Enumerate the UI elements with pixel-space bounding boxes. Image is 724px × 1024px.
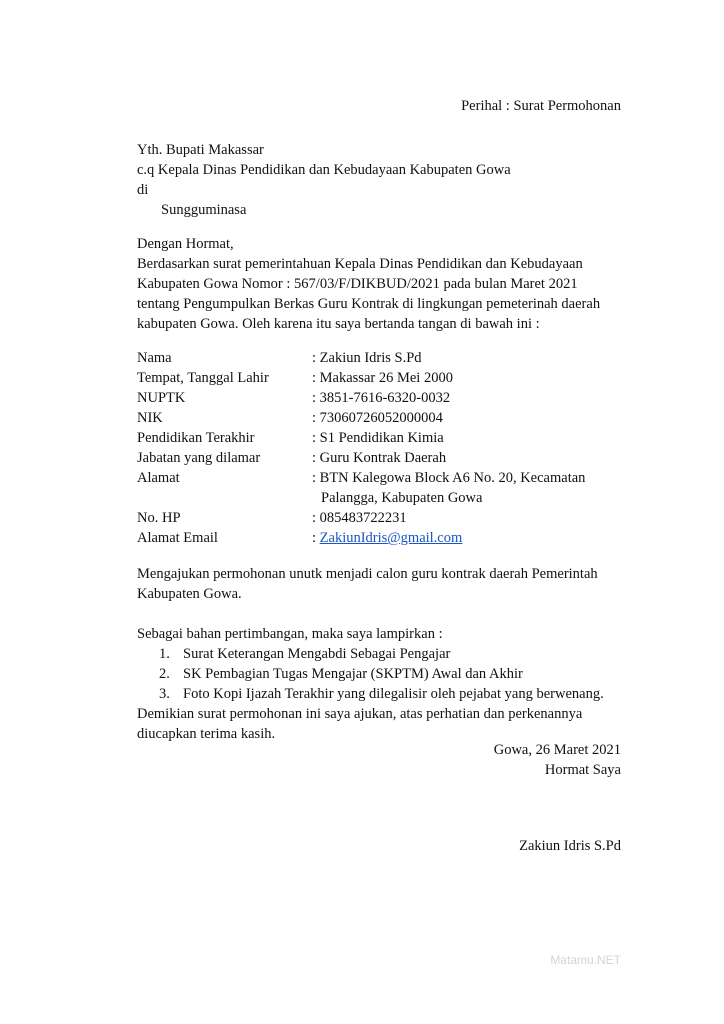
identity-value: : 085483722231 (312, 510, 407, 526)
identity-value: : BTN Kalegowa Block A6 No. 20, Kecamatan (312, 470, 586, 486)
identity-value (312, 528, 462, 548)
identity-value: : Zakiun Idris S.Pd (312, 350, 422, 366)
list-item-text: SK Pembagian Tugas Mengajar (SKPTM) Awal dan Akhir (183, 666, 523, 682)
identity-label: NUPTK (137, 390, 186, 406)
opening-line-1: Berdasarkan surat pemerintahuan Kepala Dinas Pendidikan dan Kebudayaan (137, 256, 583, 272)
signature-date: Gowa, 26 Maret 2021 (493, 742, 621, 758)
identity-label: Jabatan yang dilamar (137, 450, 261, 466)
recipient-line-2: c.q Kepala Dinas Pendidikan dan Kebudayaan Kabupaten Gowa (137, 162, 511, 178)
identity-label: Pendidikan Terakhir (137, 430, 255, 446)
identity-value: : 73060726052000004 (312, 410, 443, 426)
identity-label: NIK (137, 410, 163, 426)
identity-value: : S1 Pendidikan Kimia (312, 430, 444, 446)
list-item-text: Foto Kopi Ijazah Terakhir yang dilegalisir oleh pejabat yang berwenang. (183, 686, 604, 702)
opening-line-2: Kabupaten Gowa Nomor : 567/03/F/DIKBUD/2021 pada bulan Maret 2021 (137, 276, 578, 292)
recipient-city: Sungguminasa (161, 202, 247, 218)
identity-label: Tempat, Tanggal Lahir (137, 370, 269, 386)
email-link[interactable]: ZakiunIdris@gmail.com (319, 530, 463, 546)
subject-line: Perihal : Surat Permohonan (461, 98, 621, 114)
identity-value-continued: Palangga, Kabupaten Gowa (321, 490, 483, 506)
opening-line-3: tentang Pengumpulkan Berkas Guru Kontrak di lingkungan pemeterinah daerah (137, 296, 601, 312)
identity-value: : Makassar 26 Mei 2000 (312, 370, 453, 386)
signature-salutation: Hormat Saya (544, 762, 621, 778)
closing-line-2: diucapkan terima kasih. (137, 726, 276, 742)
email-prefix: : (312, 530, 320, 546)
recipient-line-1: Yth. Bupati Makassar (137, 142, 264, 158)
request-line-1: Mengajukan permohonan unutk menjadi calon guru kontrak daerah Pemerintah (137, 566, 598, 582)
recipient-line-3: di (137, 182, 149, 198)
list-item-number: 2. (159, 666, 170, 682)
identity-value: : Guru Kontrak Daerah (312, 450, 447, 466)
identity-value: : 3851-7616-6320-0032 (312, 390, 451, 406)
identity-label: Alamat Email (137, 530, 218, 546)
greeting: Dengan Hormat, (137, 236, 234, 252)
closing-line-1: Demikian surat permohonan ini saya ajukan, atas perhatian dan perkenannya (137, 706, 583, 722)
watermark: Matamu.NET (550, 953, 621, 967)
identity-label: No. HP (137, 510, 181, 526)
list-item-text: Surat Keterangan Mengabdi Sebagai Pengajar (183, 646, 451, 662)
opening-line-4: kabupaten Gowa. Oleh karena itu saya bertanda tangan di bawah ini : (137, 316, 540, 332)
list-item-number: 1. (159, 646, 170, 662)
identity-label: Alamat (137, 470, 180, 486)
request-line-2: Kabupaten Gowa. (137, 586, 242, 602)
identity-label: Nama (137, 350, 172, 366)
list-item-number: 3. (159, 686, 170, 702)
signature-name: Zakiun Idris S.Pd (519, 838, 621, 854)
attachments-intro: Sebagai bahan pertimbangan, maka saya lampirkan : (137, 626, 443, 642)
